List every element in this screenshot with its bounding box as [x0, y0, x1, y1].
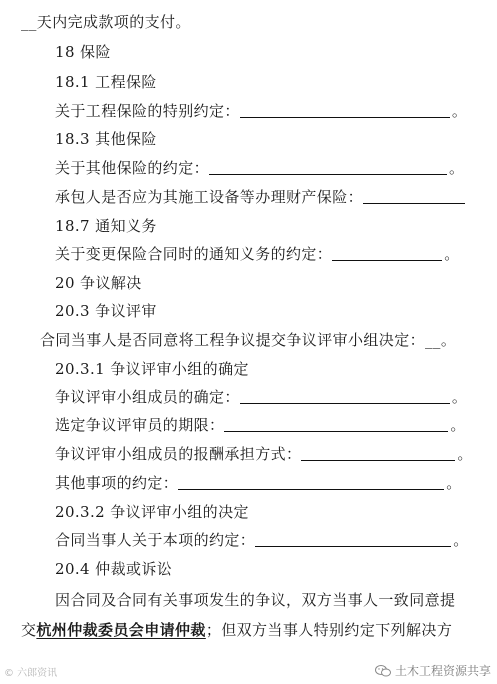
- fill-blank[interactable]: __: [425, 331, 441, 349]
- field-label: 关于其他保险的约定：: [55, 159, 210, 177]
- watermark-text: 土木工程资源共享: [394, 664, 491, 678]
- field-label: 其他事项的约定：: [55, 474, 179, 492]
- subsection-heading: 18.3 其他保险: [55, 130, 157, 148]
- text-line: __天内完成款项的支付。: [21, 13, 191, 31]
- fill-blank[interactable]: [332, 245, 442, 261]
- period: 。: [440, 331, 457, 349]
- fill-blank[interactable]: [240, 102, 450, 118]
- period: 。: [450, 416, 466, 434]
- fill-blank[interactable]: [255, 531, 451, 547]
- form-line: [55, 244, 460, 264]
- wechat-icon: [375, 665, 391, 677]
- field-label: 承包人是否应为其施工设备等办理财产保险：: [55, 188, 364, 206]
- field-label: 争议评审小组成员的确定：: [55, 388, 240, 406]
- form-line: [55, 473, 462, 493]
- fill-blank[interactable]: [363, 188, 465, 204]
- subsection-heading: 18.7 通知义务: [55, 217, 157, 235]
- form-line: [55, 530, 469, 550]
- form-line: [40, 330, 456, 350]
- paragraph-line: [21, 620, 452, 640]
- period: 。: [453, 531, 469, 549]
- fill-blank[interactable]: [224, 416, 448, 432]
- section-heading: 20 争议解决: [55, 274, 142, 292]
- period: 。: [451, 388, 468, 406]
- form-line: [55, 387, 467, 407]
- field-label: 关于工程保险的特别约定：: [55, 102, 240, 120]
- field-label: 选定争议评审员的期限：: [55, 416, 225, 434]
- fill-blank[interactable]: [240, 388, 450, 404]
- form-line: [55, 415, 466, 435]
- watermark-left: © 六郎资讯: [4, 668, 58, 679]
- section-heading: 18 保险: [55, 43, 111, 61]
- subsection-heading: 20.4 仲裁或诉讼: [55, 560, 173, 578]
- period: 。: [446, 474, 462, 492]
- watermark-right: [375, 662, 491, 679]
- paragraph-line: 因合同及合同有关事项发生的争议，双方当事人一致同意提: [55, 591, 456, 609]
- field-label: 合同当事人是否同意将工程争议提交争议评审小组决定：: [40, 331, 426, 349]
- subsection-heading: 20.3.2 争议评审小组的决定: [55, 503, 249, 521]
- field-label: 关于变更保险合同时的通知义务的约定：: [55, 245, 333, 263]
- field-label: 争议评审小组成员的报酬承担方式：: [55, 445, 302, 463]
- arbitration-commission-text: 杭州仲裁委员会申请仲裁: [36, 621, 206, 639]
- period: 。: [451, 102, 468, 120]
- form-line: [55, 101, 467, 121]
- fill-blank[interactable]: [178, 474, 444, 490]
- text-span: 交: [21, 621, 37, 639]
- fill-blank[interactable]: [209, 159, 447, 175]
- fill-blank[interactable]: [301, 445, 455, 461]
- form-line: [55, 187, 465, 207]
- period: 。: [457, 445, 473, 463]
- period: 。: [449, 159, 465, 177]
- subsection-heading: 20.3.1 争议评审小组的确定: [55, 360, 249, 378]
- subsection-heading: 20.3 争议评审: [55, 302, 157, 320]
- period: 。: [444, 245, 460, 263]
- text-span: ；但双方当事人特别约定下列解决方: [205, 621, 453, 639]
- form-line: [55, 444, 473, 464]
- field-label: 合同当事人关于本项的约定：: [55, 531, 256, 549]
- form-line: [55, 158, 464, 178]
- subsection-heading: 18.1 工程保险: [55, 73, 157, 91]
